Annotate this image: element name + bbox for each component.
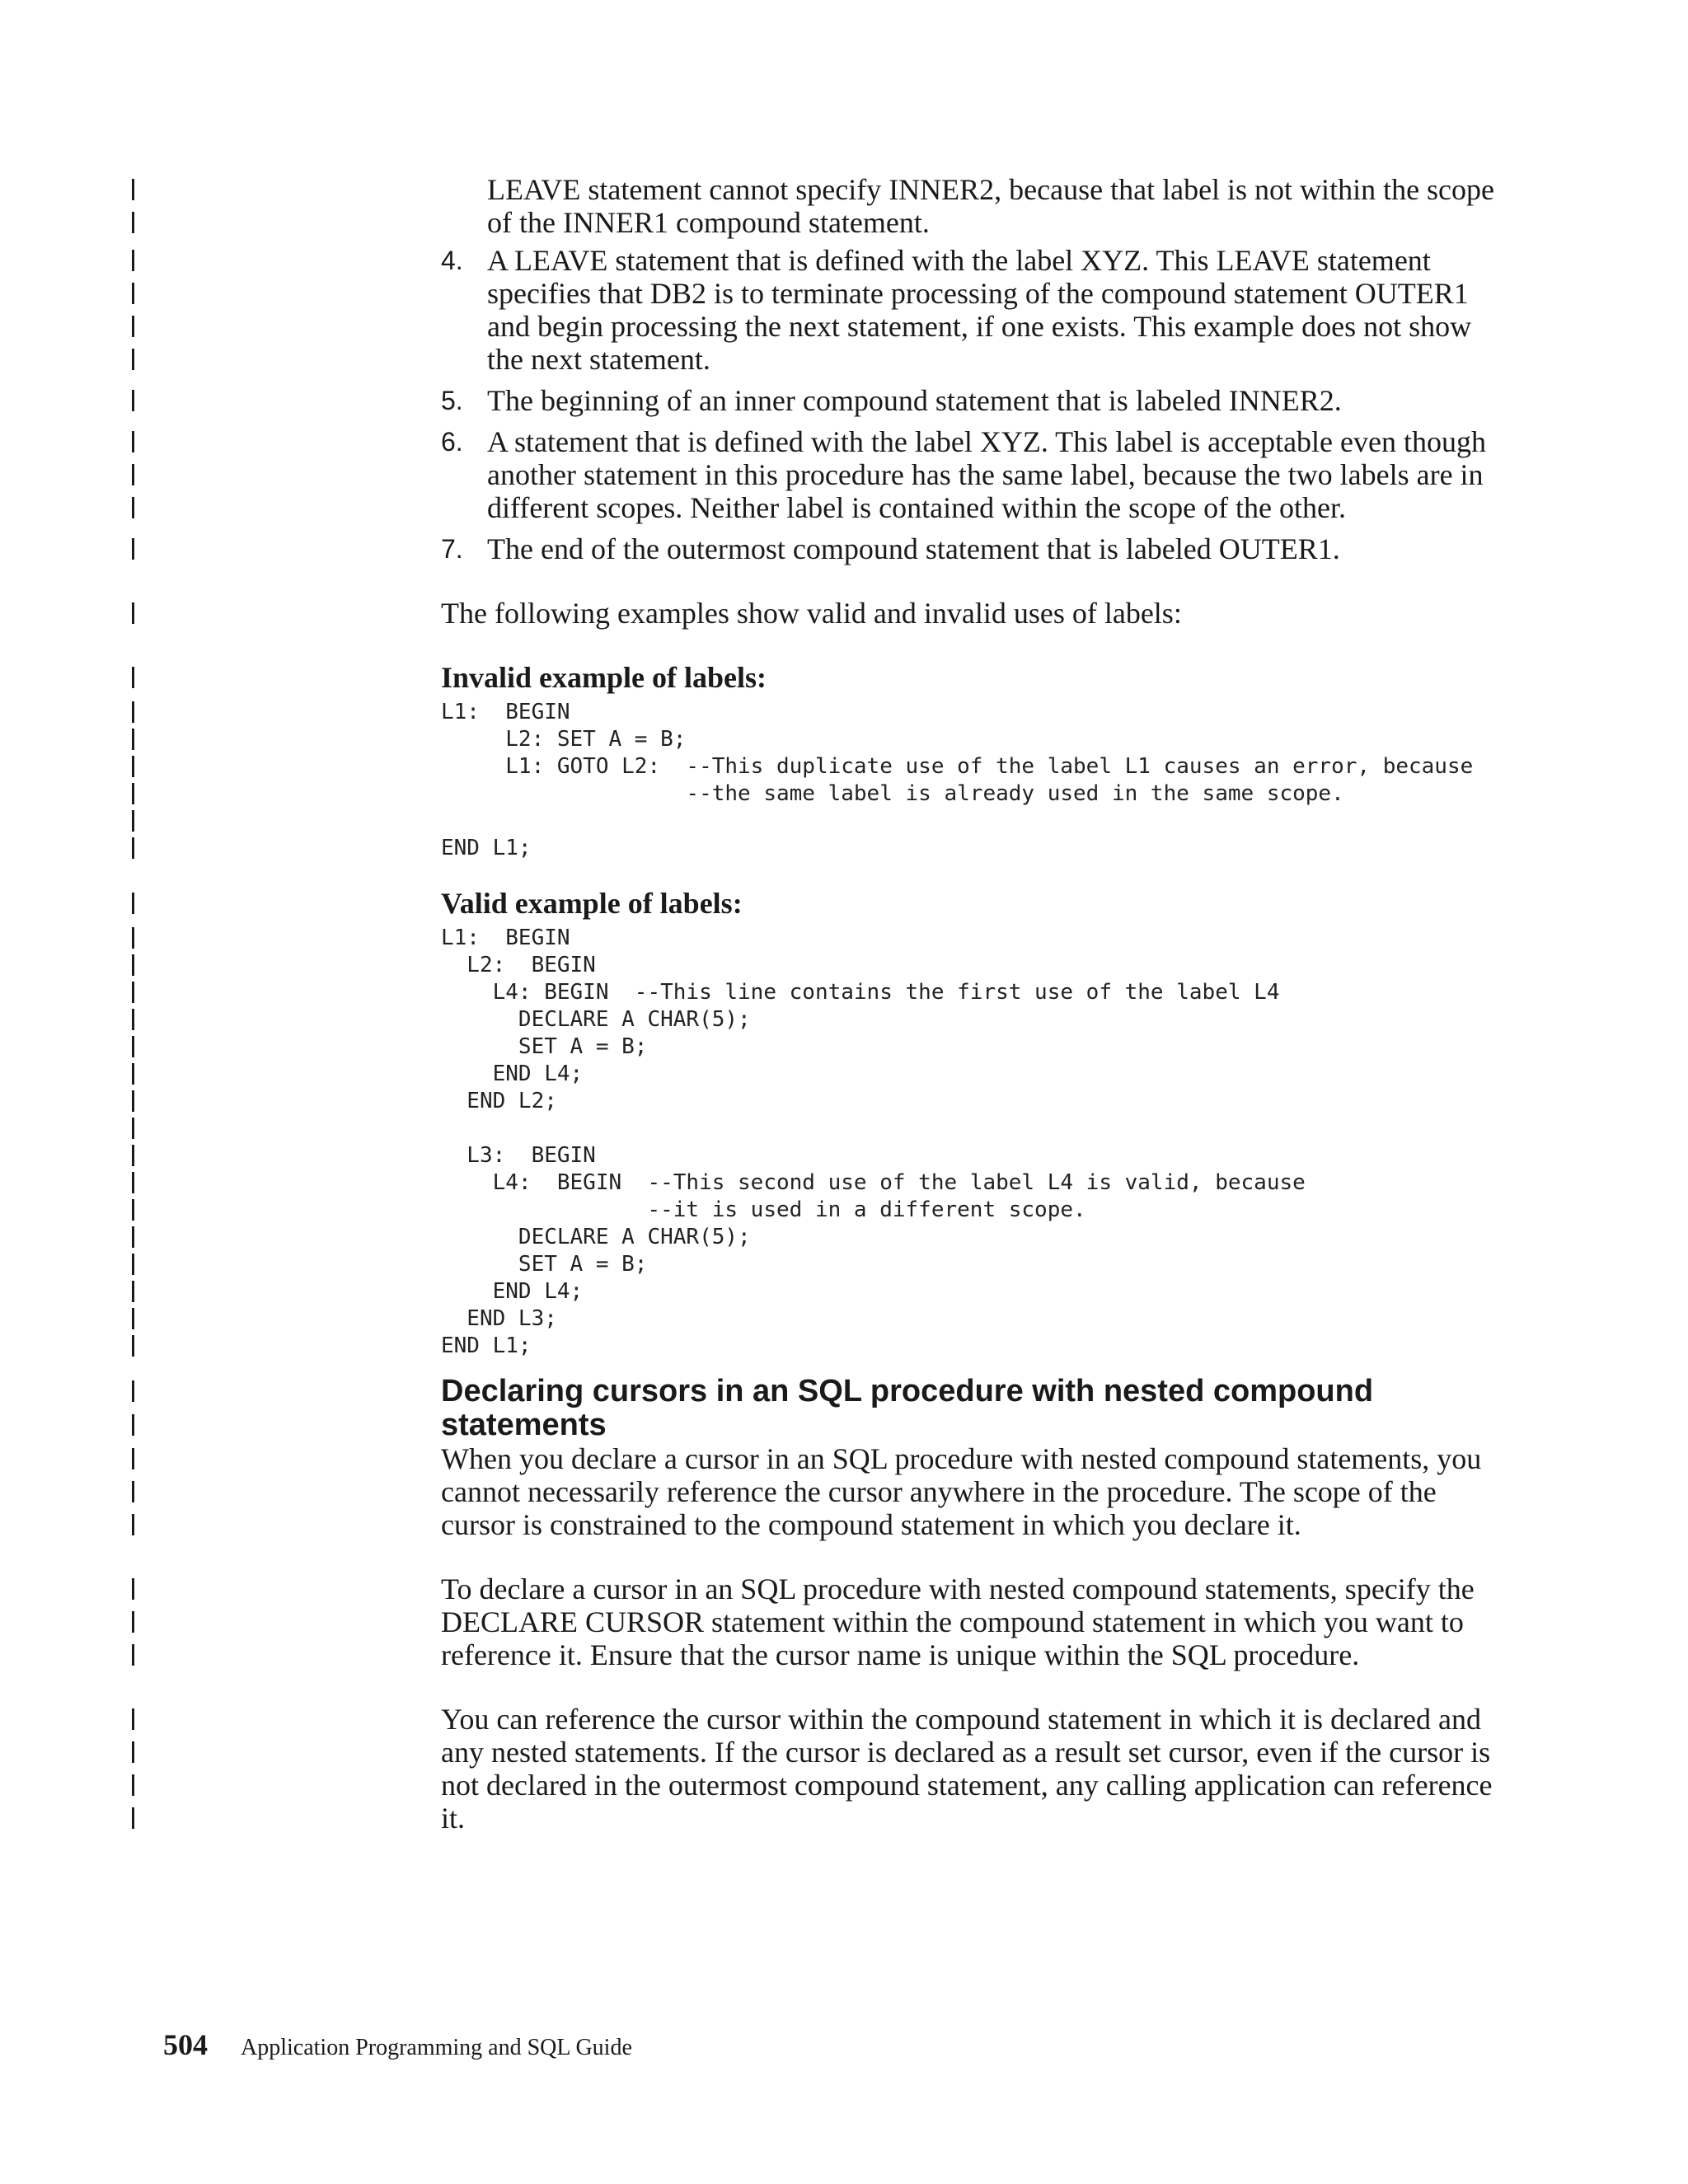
change-bar: [132, 1380, 134, 1402]
change-bar: [132, 1308, 134, 1329]
change-bar: [132, 810, 134, 832]
step-number: 4.: [441, 246, 463, 275]
paragraph: To declare a cursor in an SQL procedure with nested compound statements, specify the DECLARE CURSOR statement within the compound statement in which you want to reference it. Ensure that the cursor name is unique within the SQL procedure.: [441, 1572, 1475, 1671]
change-bar: [132, 538, 134, 560]
continued-paragraph: LEAVE statement cannot specify INNER2, because that label is not within the scope of the INNER1 compound statement.: [487, 173, 1495, 239]
step-number: 7.: [441, 534, 463, 564]
paragraph: When you declare a cursor in an SQL procedure with nested compound statements, you cannot necessarily reference the cursor anywhere in the procedure. The scope of the cursor is constrained to the compound statement in which you declare it.: [441, 1442, 1482, 1541]
change-bar: [132, 250, 134, 271]
change-bar: [132, 893, 134, 914]
invalid-code-block: L1: BEGIN L2: SET A = B; L1: GOTO L2: --This duplicate use of the label L1 causes an error, because --the same label is already used in the same scope. END L1;: [441, 700, 1474, 860]
change-bar: [132, 1514, 134, 1535]
change-bar: [132, 729, 134, 750]
change-bar: [132, 954, 134, 976]
change-bar: [132, 1448, 134, 1469]
change-bar: [132, 431, 134, 452]
change-bar: [132, 927, 134, 949]
change-bar: [132, 1281, 134, 1302]
step-number: 5.: [441, 386, 463, 415]
change-bar: [132, 982, 134, 1003]
list-item: [441, 384, 1504, 417]
list-item: [441, 244, 1504, 376]
step-number: 6.: [441, 427, 463, 457]
change-bar: [132, 1199, 134, 1221]
change-bar: [132, 1036, 134, 1057]
step-text: A LEAVE statement that is defined with the label XYZ. This LEAVE statement specifies that DB2 is to terminate processing of the compound statement OUTER1 and begin processing the next statement, if one exists. This example does not show the next statement.: [487, 244, 1472, 376]
change-bar: [132, 212, 134, 233]
change-bar: [132, 179, 134, 200]
change-bar: [132, 1118, 134, 1139]
page-footer: [163, 2027, 632, 2062]
step-text: The end of the outermost compound statement that is labeled OUTER1.: [487, 532, 1340, 565]
list-item: [441, 425, 1504, 524]
change-bar: [132, 1145, 134, 1166]
change-bar: [132, 1090, 134, 1112]
book-title: Application Programming and SQL Guide: [241, 2035, 632, 2060]
change-bar: [132, 1226, 134, 1248]
change-bar: [132, 1009, 134, 1030]
change-bar: [132, 316, 134, 337]
change-bar: [132, 1578, 134, 1600]
page-content: [441, 162, 1504, 1835]
page-number: 504: [163, 2028, 208, 2061]
steps-list: [441, 244, 1504, 565]
change-bar: [132, 783, 134, 804]
section-heading: Declaring cursors in an SQL procedure with nested compound statements: [441, 1374, 1374, 1442]
change-bar: [132, 602, 134, 624]
change-bar: [132, 1741, 134, 1763]
change-bar: [132, 701, 134, 723]
change-bar: [132, 1172, 134, 1193]
change-bar: [132, 667, 134, 688]
change-bar: [132, 1774, 134, 1796]
change-bar: [132, 1063, 134, 1085]
change-bar: [132, 837, 134, 859]
change-bar: [132, 756, 134, 777]
change-bar: [132, 1708, 134, 1730]
step-text: A statement that is defined with the label XYZ. This label is acceptable even though another statement in this procedure has the same label, because the two labels are in different scopes. Neither label is contained within the scope of the other.: [487, 425, 1486, 524]
invalid-example-title: Invalid example of labels:: [441, 661, 767, 694]
change-bar: [132, 1481, 134, 1502]
change-bar: [132, 349, 134, 370]
change-bar: [132, 464, 134, 485]
change-bar: [132, 390, 134, 411]
change-bar: [132, 1414, 134, 1436]
change-bar: [132, 1611, 134, 1633]
change-bars: [0, 0, 165, 2184]
change-bar: [132, 1254, 134, 1275]
list-item: [441, 532, 1504, 565]
change-bar: [132, 1335, 134, 1357]
change-bar: [132, 1644, 134, 1666]
paragraph: You can reference the cursor within the compound statement in which it is declared and any nested statements. If the cursor is declared as a result set cursor, even if the cursor is not declared in the outermost compound statement, any calling application can reference it.: [441, 1703, 1493, 1835]
change-bar: [132, 283, 134, 304]
valid-example-title: Valid example of labels:: [441, 887, 743, 920]
valid-code-block: L1: BEGIN L2: BEGIN L4: BEGIN --This line contains the first use of the label L4 DECLARE A CHAR(5); SET A = B; END L4; END L2; L3: BEGIN L4: BEGIN --This second use of the label L4 is valid, because --it is used in a different scope. DECLARE A CHAR(5); SET A = B; END L4; END L3; END L1;: [441, 926, 1306, 1358]
examples-intro: The following examples show valid and invalid uses of labels:: [441, 597, 1182, 630]
step-text: The beginning of an inner compound statement that is labeled INNER2.: [487, 384, 1342, 417]
change-bar: [132, 1807, 134, 1829]
change-bar: [132, 497, 134, 518]
